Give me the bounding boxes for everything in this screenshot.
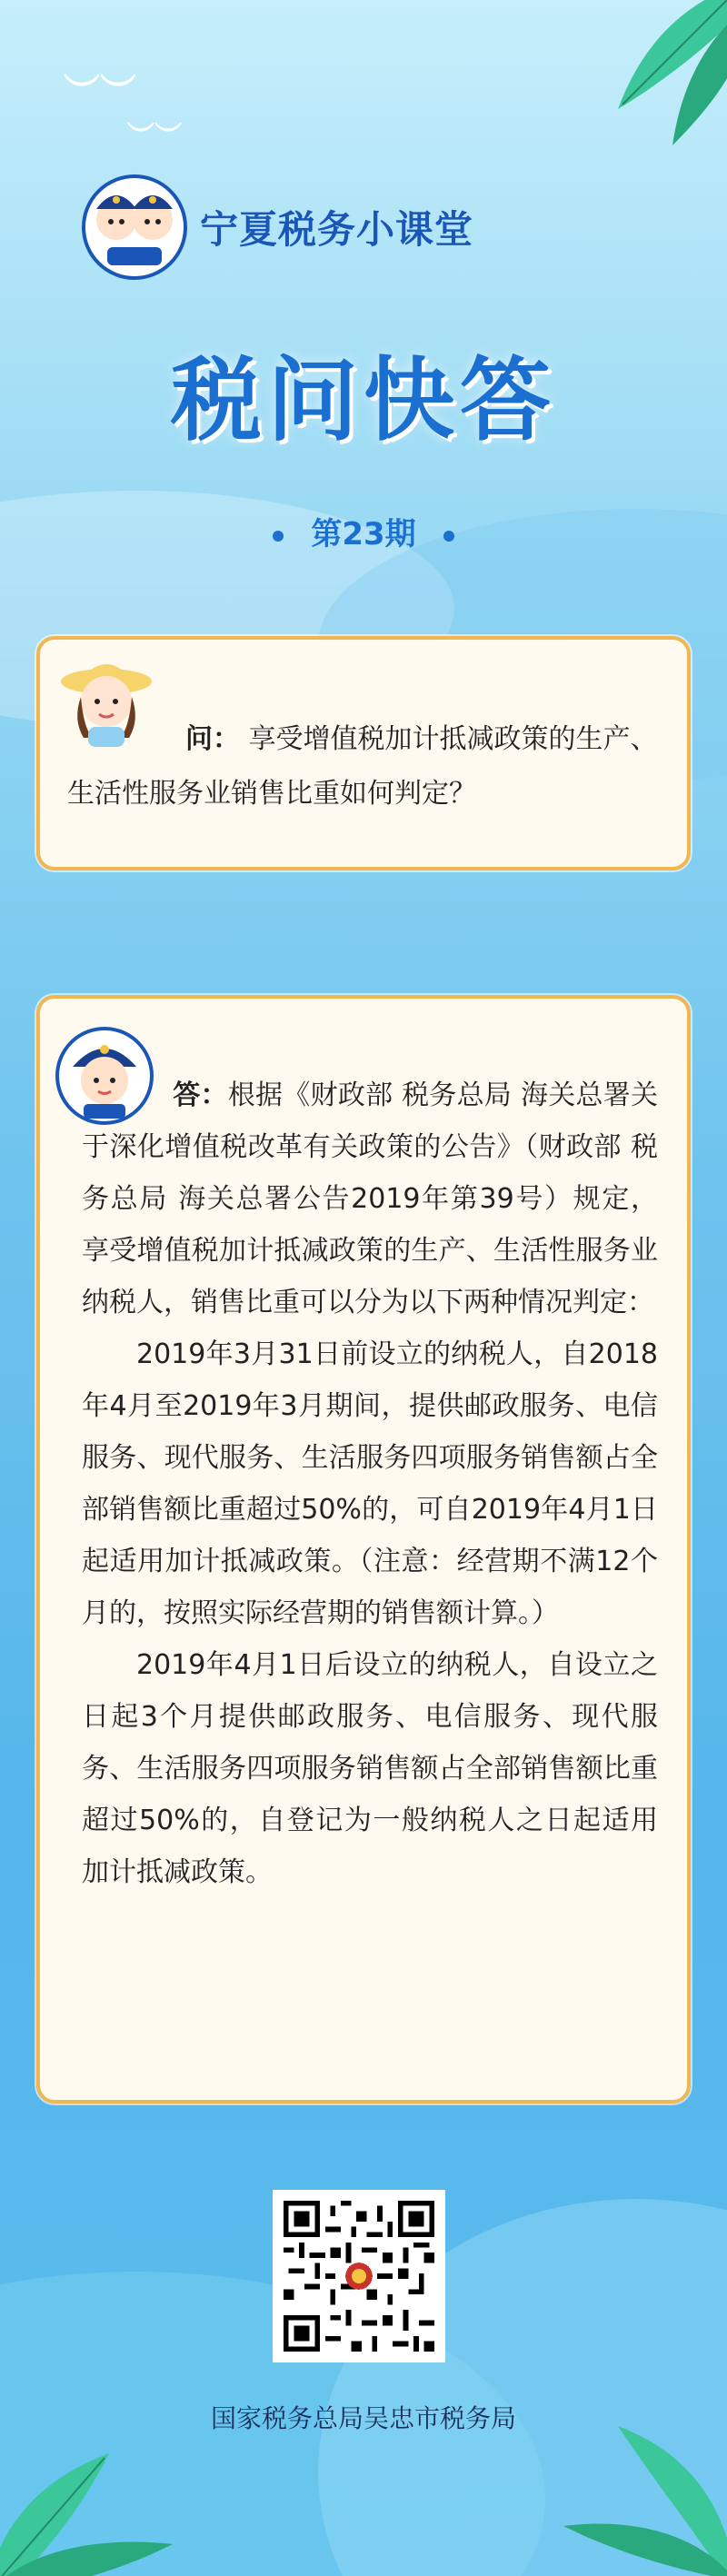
page-title: 税问快答 <box>171 347 556 453</box>
question-card <box>36 636 691 870</box>
dot-icon <box>443 531 454 542</box>
question-text <box>40 712 694 821</box>
tax-mascot-logo-icon <box>80 173 189 282</box>
brand-name: 宁夏税务小课堂 <box>200 207 474 252</box>
question-label: 问： <box>185 723 240 755</box>
qr-code-icon <box>284 2201 434 2352</box>
palm-leaf-icon <box>0 2417 182 2576</box>
dot-icon <box>273 531 284 542</box>
answer-label: 答： <box>173 1079 228 1111</box>
issue-label: 第23期 <box>311 516 416 552</box>
answer-paragraph: 2019年4月1日后设立的纳税人，自设立之日起3个月提供邮政服务、电信服务、现代服务、生活服务四项服务销售额占全部销售额比重超过50%的，自登记为一般纳税人之日起适用加计抵减政策。 <box>82 1649 658 1888</box>
brand-header <box>80 173 473 282</box>
answer-text <box>40 1069 694 1898</box>
bird-icon: ︶︶ <box>64 72 136 114</box>
answer-card <box>36 995 691 2104</box>
answer-paragraph: 2019年3月31日前设立的纳税人，自2018年4月至2019年3月期间，提供邮政服务、电信服务、现代服务、生活服务四项服务销售额占全部销售额比重超过50%的，可自2019年4月1日起适用加计抵减政策。（注意：经营期不满12个月的，按照实际经营期的销售额计算。） <box>82 1338 658 1629</box>
palm-leaf-icon <box>582 0 727 164</box>
qr-code <box>273 2190 445 2362</box>
answer-intro: 根据《财政部 税务总局 海关总署关于深化增值税改革有关政策的公告》（财政部 税务总局 海关总署公告2019年第39号）规定，享受增值税加计抵减政策的生产、生活性服务业纳税人，销售比重可以分为以下两种情况判定： <box>82 1079 658 1318</box>
question-body: 享受增值税加计抵减政策的生产、生活性服务业销售比重如何判定？ <box>67 723 658 810</box>
issue-number <box>0 509 727 553</box>
footer-org: 国家税务总局吴忠市税务局 <box>210 2403 516 2433</box>
bird-icon: ︶︶ <box>127 121 182 153</box>
